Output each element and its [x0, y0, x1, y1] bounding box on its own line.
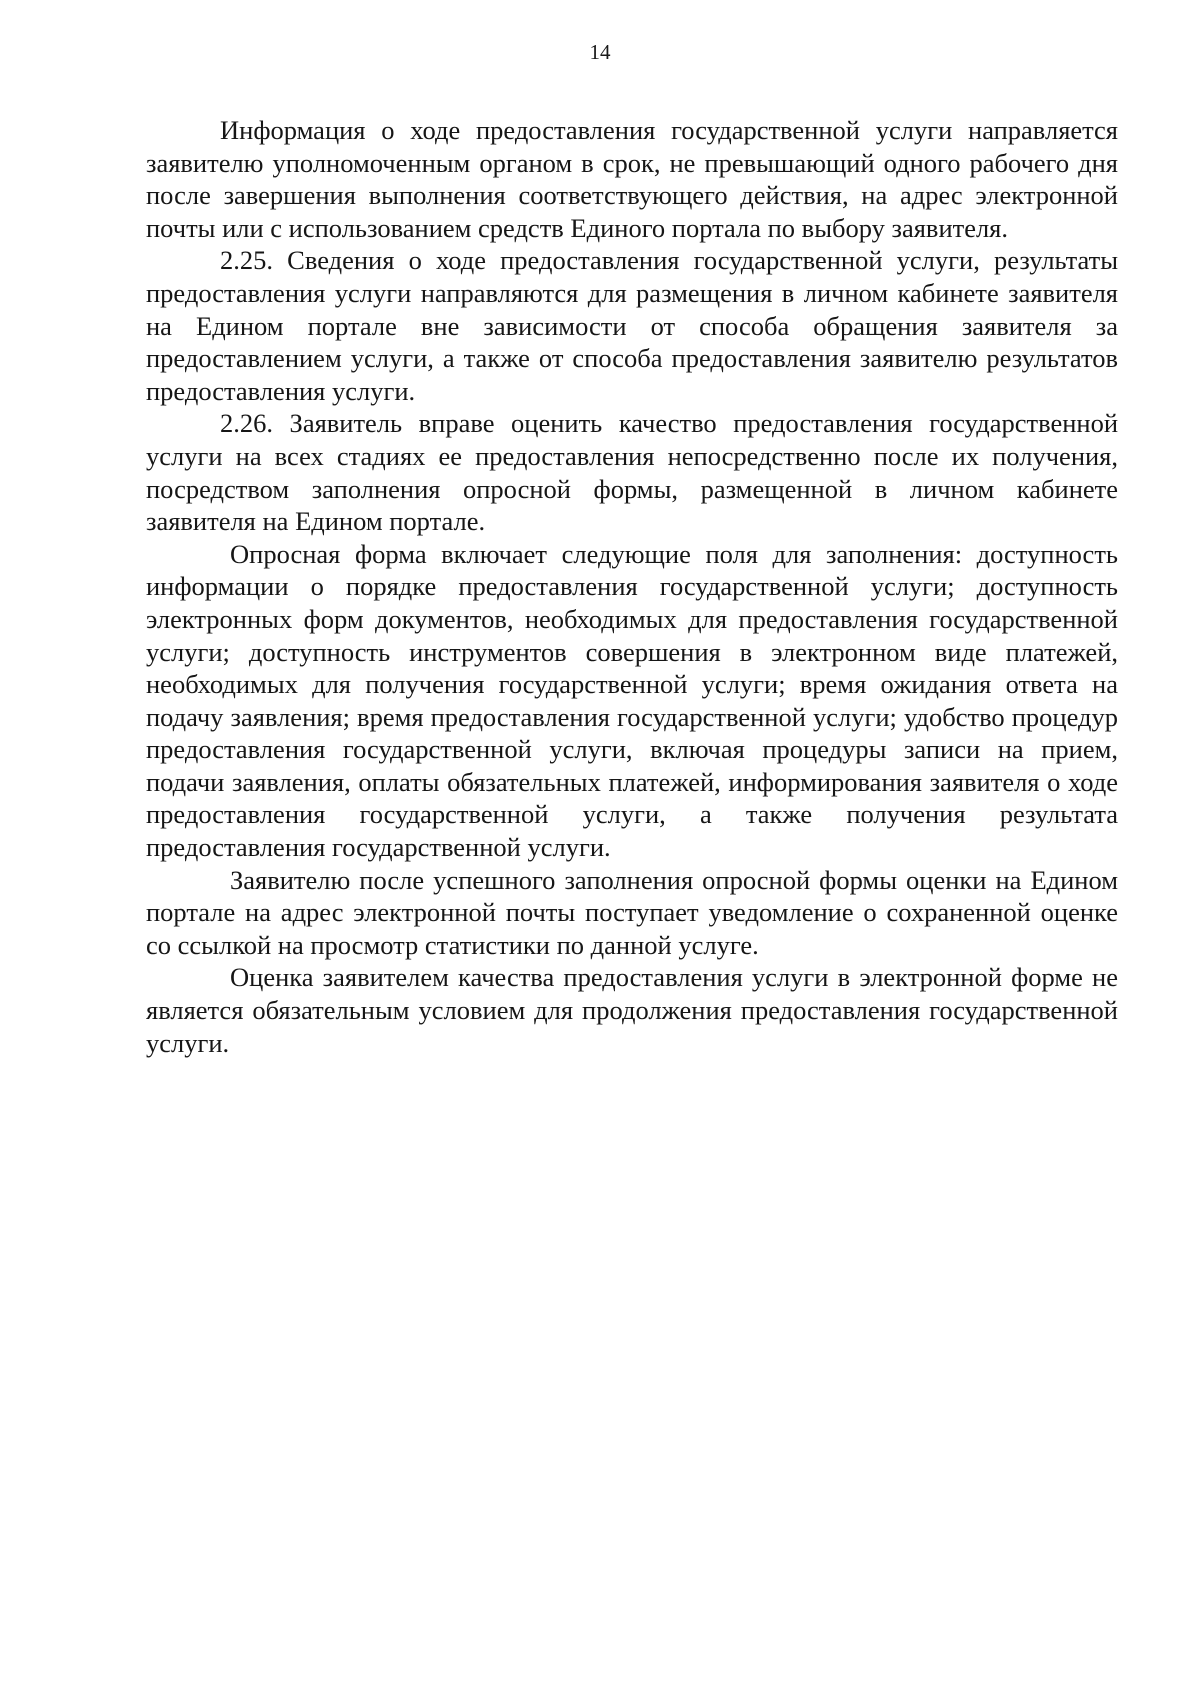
- paragraph-assessment: Оценка заявителем качества предоставления услуги в электронной форме не является обязательным условием для продолжения предоставления государственной услуги.: [146, 962, 1118, 1058]
- page-number: 14: [589, 40, 611, 64]
- paragraph-survey-form: Опросная форма включает следующие поля для заполнения: доступность информации о порядке предоставления государственной услуги; доступность электронных форм документов, необходимых для предоставления государственной услуги; доступность инструментов совершения в электронном виде платежей, необходимых для получения государственной услуги; время ожидания ответа на подачу заявления; время предоставления государственной услуги; удобство процедур предоставления государственной услуги, включая процедуры записи на прием, подачи заявления, оплаты обязательных платежей, информирования заявителя о ходе предоставления государственной услуги, а также получения результата предоставления государственной услуги.: [146, 538, 1118, 863]
- paragraph-2-26: 2.26. Заявитель вправе оценить качество предоставления государственной услуги на всех стадиях ее предоставления непосредственно после их получения, посредством заполнения опросной формы, размещенной в личном кабинете заявителя на Едином портале.: [146, 408, 1118, 537]
- paragraph-progress-info: Информация о ходе предоставления государственной услуги направляется заявителю уполномоченным органом в срок, не превышающий одного рабочего дня после завершения выполнения соответствующего действия, на адрес электронной почты или с использованием средств Единого портала по выбору заявителя.: [146, 115, 1118, 243]
- paragraph-2-25: 2.25. Сведения о ходе предоставления государственной услуги, результаты предоставления услуги направляются для размещения в личном кабинете заявителя на Едином портале вне зависимости от способа обращения заявителя за предоставлением услуги, а также от способа предоставления заявителю результатов предоставления услуги.: [146, 245, 1118, 406]
- document-body: [146, 114, 1118, 1059]
- paragraph-notification: Заявителю после успешного заполнения опросной формы оценки на Едином портале на адрес электронной почты поступает уведомление о сохраненной оценке со ссылкой на просмотр статистики по данной услуге.: [146, 864, 1118, 960]
